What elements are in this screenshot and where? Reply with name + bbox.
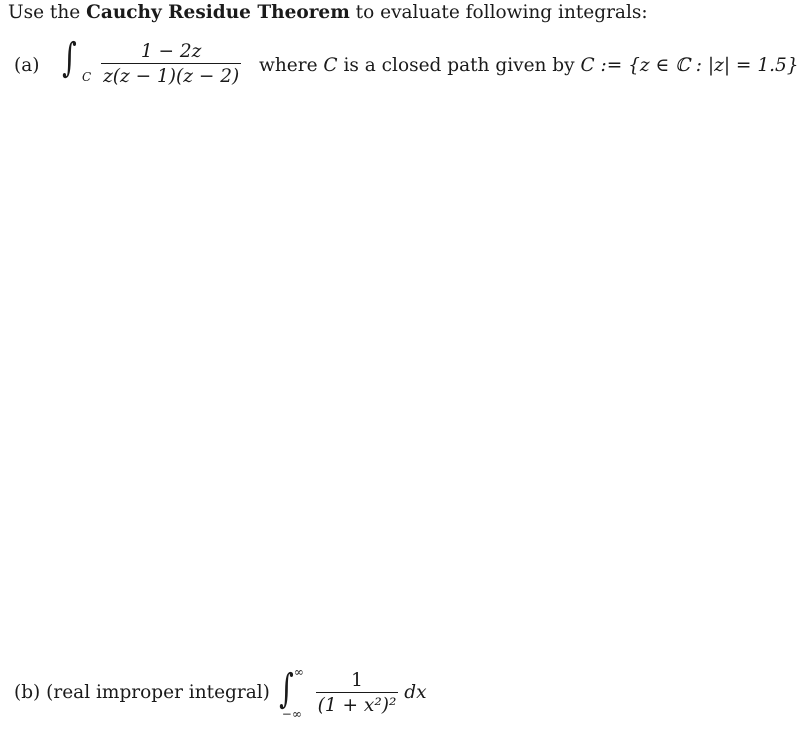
part-a-numerator: 1 − 2z xyxy=(140,41,202,62)
var-c: C xyxy=(323,55,338,76)
upper-limit: ∞ xyxy=(293,665,304,679)
part-a-fraction xyxy=(101,41,241,87)
integral-subscript: C xyxy=(81,70,92,84)
where-text: where xyxy=(259,55,318,76)
integral-sign-b: ∫ xyxy=(278,666,294,712)
part-a-denominator: z(z − 1)(z − 2) xyxy=(101,63,241,87)
part-a xyxy=(14,35,799,89)
intro-trail: to evaluate following integrals: xyxy=(355,2,648,23)
part-b-denominator: (1 + x²)² xyxy=(316,692,399,716)
part-a-label: (a) xyxy=(14,55,40,76)
intro-bold-theorem: Cauchy Residue Theorem xyxy=(86,2,350,23)
mid-text: is a closed path given by xyxy=(343,55,575,76)
intro-lead: Use the xyxy=(8,2,81,23)
intro-text xyxy=(8,2,648,23)
part-b-fraction xyxy=(316,670,399,716)
integral-sign: ∫ xyxy=(62,35,77,81)
set-definition: C := {z ∈ ℂ : |z| = 1.5} xyxy=(580,55,799,76)
part-b xyxy=(14,665,427,721)
part-b-label: (b) xyxy=(14,682,41,703)
lower-limit: −∞ xyxy=(281,707,302,721)
part-b-integral xyxy=(276,665,310,721)
dx: dx xyxy=(404,682,427,703)
part-b-numerator: 1 xyxy=(351,670,363,691)
part-b-desc: (real improper integral) xyxy=(46,682,270,703)
